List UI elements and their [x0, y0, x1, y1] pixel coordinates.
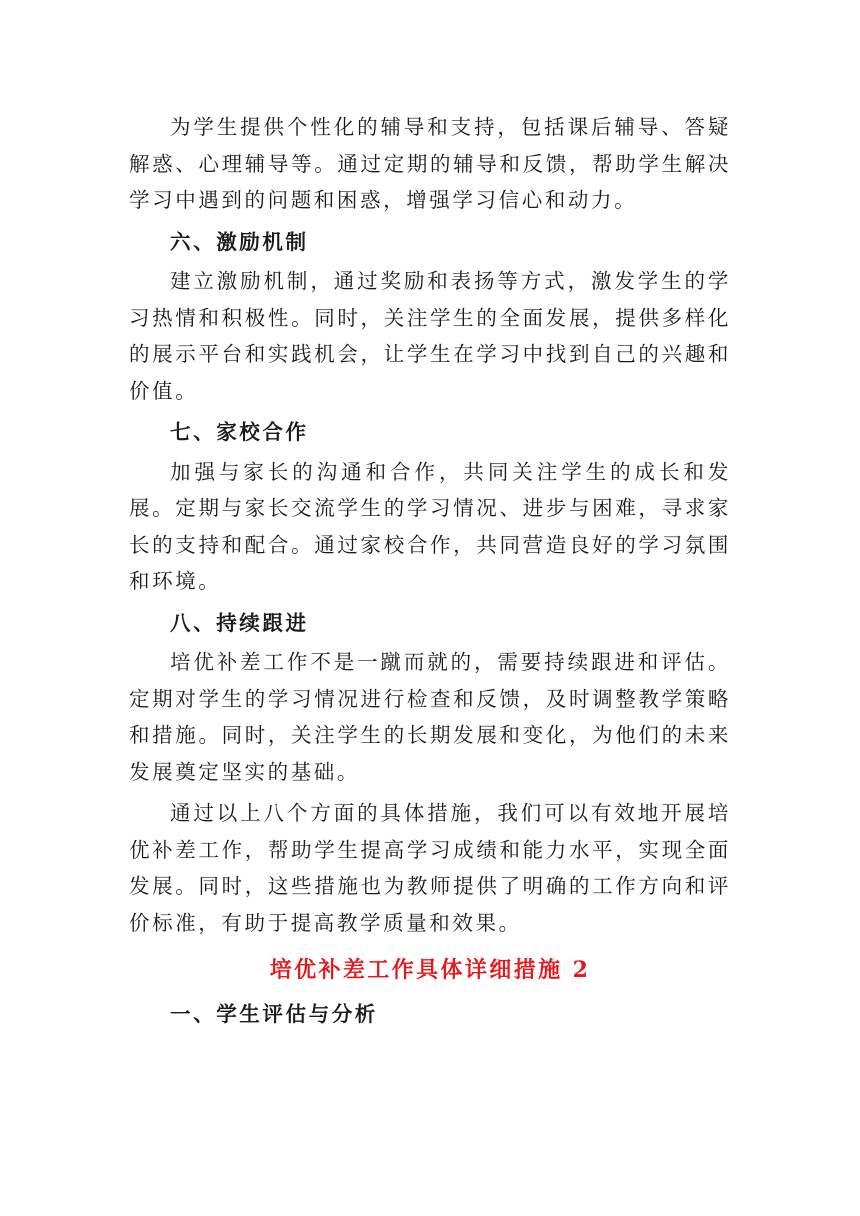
section-title: 培优补差工作具体详细措施 2	[269, 957, 591, 983]
heading-home-school-cooperation: 七、家校合作	[170, 420, 309, 444]
heading-continuous-follow-up: 八、持续跟进	[170, 610, 309, 635]
paragraph-tutoring-support: 为学生提供个性化的辅导和支持，包括课后辅导、答疑解惑、心理辅导等。通过定期的辅导和反馈，帮助学生解决学习中遇到的问题和困惑，增强学习信心和动力。	[129, 115, 731, 212]
heading-incentive-mechanism: 六、激励机制	[170, 229, 309, 254]
document-page	[129, 109, 731, 1033]
paragraph-continuous-follow-up: 培优补差工作不是一蹴而就的，需要持续跟进和评估。定期对学生的学习情况进行检查和反馈，及时调整教学策略和措施。同时，关注学生的长期发展和变化，为他们的未来发展奠定坚实的基础。	[129, 650, 731, 784]
heading-student-assessment: 一、学生评估与分析	[170, 1002, 378, 1026]
paragraph-home-school-cooperation: 加强与家长的沟通和合作，共同关注学生的成长和发展。定期与家长交流学生的学习情况、进步与困难，寻求家长的支持和配合。通过家校合作，共同营造良好的学习氛围和环境。	[129, 459, 731, 593]
paragraph-incentive-mechanism: 建立激励机制，通过奖励和表扬等方式，激发学生的学习热情和积极性。同时，关注学生的全面发展，提供多样化的展示平台和实践机会，让学生在学习中找到自己的兴趣和价值。	[129, 269, 731, 403]
paragraph-conclusion: 通过以上八个方面的具体措施，我们可以有效地开展培优补差工作，帮助学生提高学习成绩和能力水平，实现全面发展。同时，这些措施也为教师提供了明确的工作方向和评价标准，有助于提高教学质量和效果。	[129, 801, 731, 935]
